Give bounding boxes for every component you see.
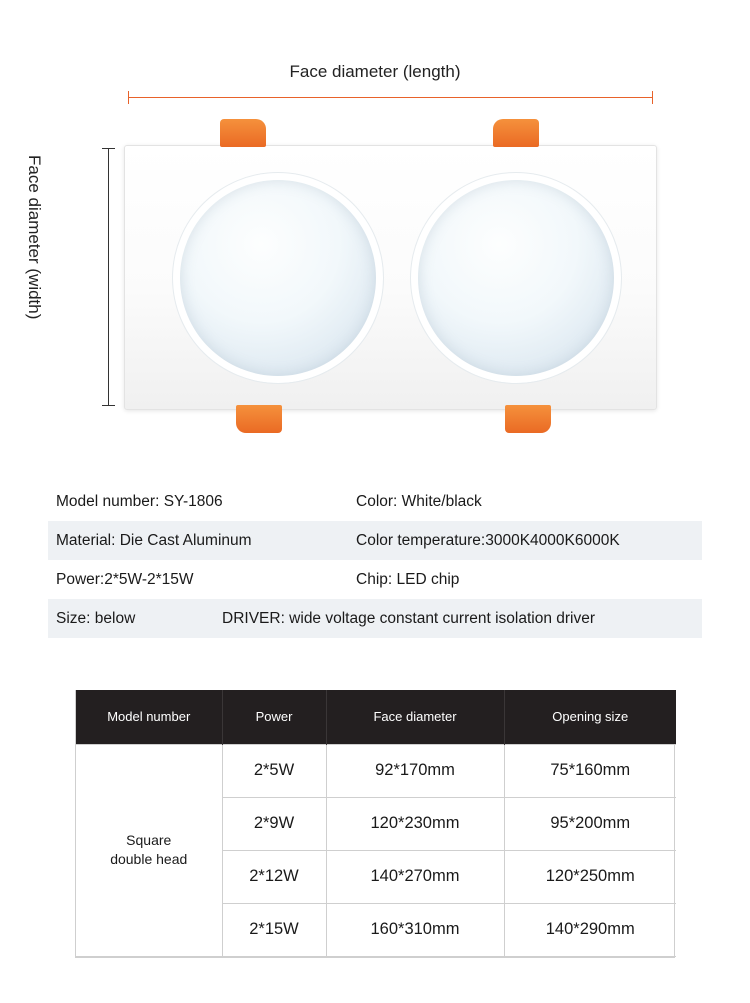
spec-row [48,560,702,599]
dimension-label-length: Face diameter (length) [289,62,461,81]
dimension-label-width: Face diameter (width) [25,155,44,320]
spec-material: Material: Die Cast Aluminum [56,531,252,549]
table-header-opening-size: Opening size [504,690,676,744]
spec-power: Power:2*5W-2*15W [56,570,194,588]
spec-row [48,482,702,521]
product-diagram [0,0,750,470]
specs-table [76,690,676,957]
table-cell-power: 2*9W [222,797,326,850]
spec-driver: DRIVER: wide voltage constant current isolation driver [222,609,596,627]
spring-clip-bottom-right [505,405,551,433]
spec-size: Size: below [56,609,136,627]
spring-clip-top-left [220,119,266,147]
table-cell-opening-size: 95*200mm [504,797,676,850]
table-header-face-diameter: Face diameter [326,690,504,744]
dimension-line-horizontal [128,97,653,98]
table-cell-face-diameter: 160*310mm [326,903,504,956]
model-group-line-1: Square [126,832,172,849]
model-group-line-2: double head [110,851,188,867]
table-cell-face-diameter: 92*170mm [326,744,504,797]
specs-table-wrapper [75,690,675,958]
table-header-power: Power [222,690,326,744]
specification-list [48,482,702,638]
table-cell-opening-size: 140*290mm [504,903,676,956]
spec-color: Color: White/black [356,492,482,510]
spec-model-number: Model number: SY-1806 [56,492,223,510]
table-cell-power: 2*12W [222,850,326,903]
lens-right [411,173,621,383]
table-header-model-number: Model number [76,690,222,744]
table-cell-model-group [76,744,222,956]
table-row [76,744,676,797]
table-header-row [76,690,676,744]
lens-left [173,173,383,383]
spring-clip-bottom-left [236,405,282,433]
spec-color-temperature: Color temperature:3000K4000K6000K [356,531,620,549]
dimension-line-vertical [108,148,109,406]
table-cell-face-diameter: 140*270mm [326,850,504,903]
table-cell-face-diameter: 120*230mm [326,797,504,850]
spec-row [48,521,702,560]
spec-chip: Chip: LED chip [356,570,460,588]
spec-row [48,599,702,638]
table-cell-opening-size: 120*250mm [504,850,676,903]
spring-clip-top-right [493,119,539,147]
table-cell-opening-size: 75*160mm [504,744,676,797]
table-cell-power: 2*15W [222,903,326,956]
lamp-body [124,145,657,410]
table-cell-power: 2*5W [222,744,326,797]
